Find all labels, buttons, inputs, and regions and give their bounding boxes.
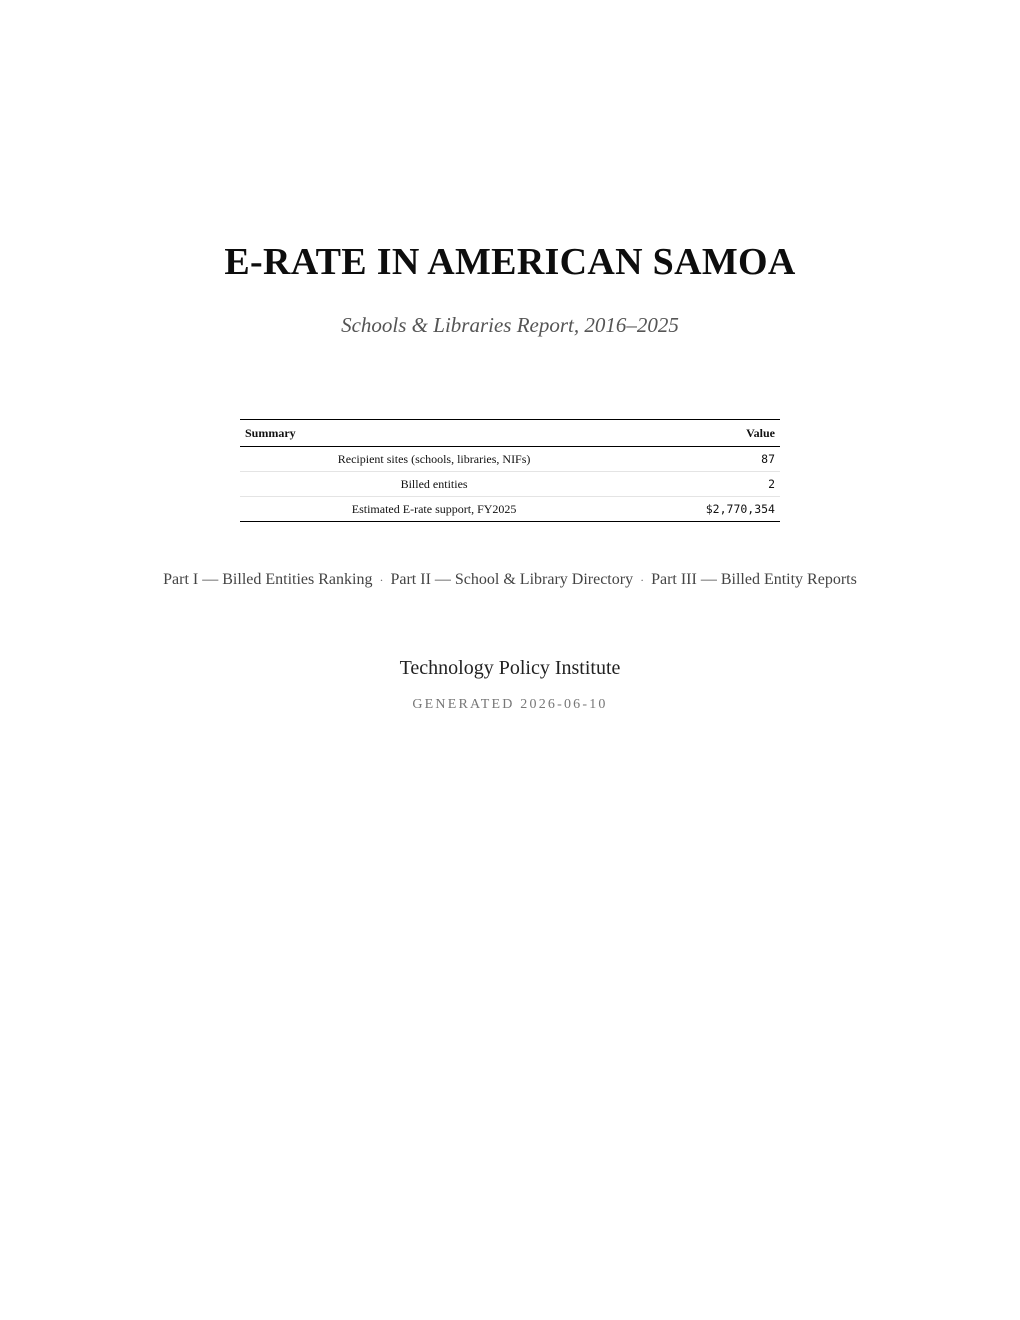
summary-row-value: 2 (628, 472, 780, 497)
summary-header-row (240, 420, 780, 447)
summary-header-label: Summary (240, 420, 628, 447)
parts-separator: · (379, 573, 384, 587)
summary-row-label: Recipient sites (schools, libraries, NIFs) (240, 447, 628, 472)
parts-nav (0, 571, 1020, 589)
summary-row-label: Billed entities (240, 472, 628, 497)
table-row (240, 472, 780, 497)
table-row (240, 447, 780, 472)
organization-name: Technology Policy Institute (399, 657, 621, 679)
part-link-1[interactable]: Part I — Billed Entities Ranking (163, 571, 373, 588)
summary-row-label: Estimated E-rate support, FY2025 (351, 501, 517, 516)
part-link-2[interactable]: Part II — School & Library Directory (390, 571, 634, 588)
report-title: E-RATE IN AMERICAN SAMOA (224, 241, 796, 283)
summary-row-value: 87 (628, 447, 780, 472)
part-link-3[interactable]: Part III — Billed Entity Reports (651, 571, 857, 588)
summary-header-value: Value (628, 420, 780, 447)
generated-date: GENERATED 2026-06-10 (412, 697, 608, 712)
report-subtitle: Schools & Libraries Report, 2016–2025 (341, 313, 679, 337)
table-row (240, 497, 780, 522)
summary-row-value: $2,770,354 (705, 502, 775, 516)
parts-separator: · (640, 573, 645, 587)
summary-table (240, 419, 780, 522)
